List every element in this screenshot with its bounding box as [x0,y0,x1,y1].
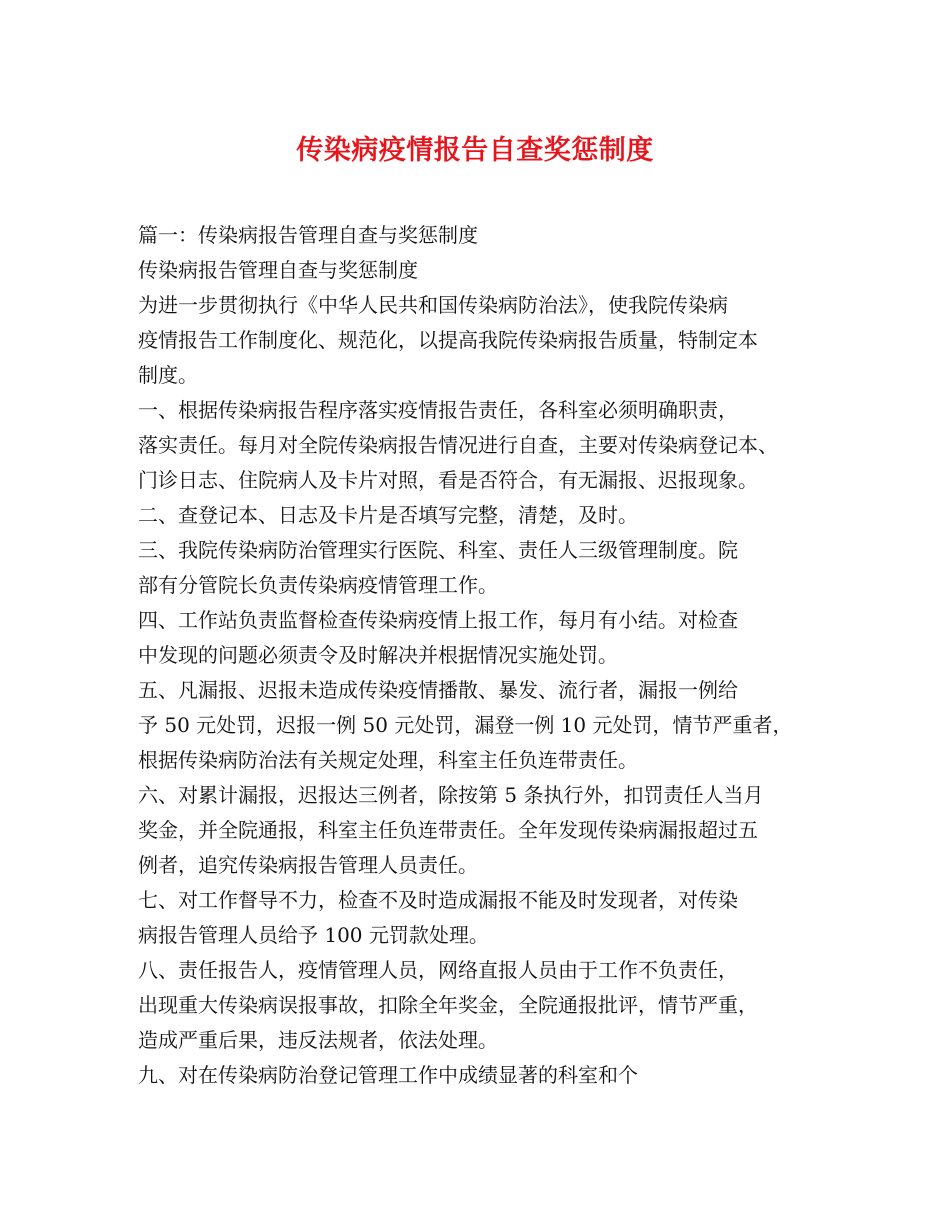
text-line: 五、凡漏报、迟报未造成传染疫情播散、暴发、流行者，漏报一例给 [138,678,738,702]
text-line: 二、查登记本、日志及卡片是否填写完整，清楚，及时。 [138,503,638,527]
text-line: 根据传染病防治法有关规定处理，科室主任负连带责任。 [138,748,638,772]
text-line: 门诊日志、住院病人及卡片对照，看是否符合，有无漏报、迟报现象。 [138,468,758,492]
text-line: 例者，追究传染病报告管理人员责任。 [138,853,478,877]
text-line: 四、工作站负责监督检查传染病疫情上报工作，每月有小结。对检查 [138,608,738,632]
text-line: 七、对工作督导不力，检查不及时造成漏报不能及时发现者，对传染 [138,888,738,912]
text-line: 奖金，并全院通报，科室主任负连带责任。全年发现传染病漏报超过五 [138,818,758,842]
document-body [138,218,838,1093]
text-line: 中发现的问题必须责令及时解决并根据情况实施处罚。 [138,643,618,667]
text-line: 六、对累计漏报，迟报达三例者，除按第 5 条执行外，扣罚责任人当月 [138,783,764,807]
text-line: 予 50 元处罚，迟报一例 50 元处罚，漏登一例 10 元处罚，情节严重者， [138,713,793,737]
text-line: 传染病报告管理自查与奖惩制度 [138,258,418,282]
text-line: 一、根据传染病报告程序落实疫情报告责任，各科室必须明确职责， [138,398,738,422]
text-line: 造成严重后果，违反法规者，依法处理。 [138,1028,498,1052]
text-line: 疫情报告工作制度化、规范化，以提高我院传染病报告质量，特制定本 [138,328,758,352]
text-line: 篇一：传染病报告管理自查与奖惩制度 [138,223,478,247]
text-line: 八、责任报告人，疫情管理人员，网络直报人员由于工作不负责任， [138,958,738,982]
text-line: 三、我院传染病防治管理实行医院、科室、责任人三级管理制度。院 [138,538,738,562]
text-line: 落实责任。每月对全院传染病报告情况进行自查，主要对传染病登记本、 [138,433,778,457]
text-line: 病报告管理人员给予 100 元罚款处理。 [138,923,489,947]
document-title: 传染病疫情报告自查奖惩制度 [296,135,654,166]
text-line: 制度。 [138,363,198,387]
text-line: 部有分管院长负责传染病疫情管理工作。 [138,573,498,597]
text-line: 出现重大传染病误报事故，扣除全年奖金，全院通报批评，情节严重， [138,993,758,1017]
text-line: 九、对在传染病防治登记管理工作中成绩显著的科室和个 [138,1063,638,1087]
text-line: 为进一步贯彻执行《中华人民共和国传染病防治法》，使我院传染病 [138,293,728,317]
